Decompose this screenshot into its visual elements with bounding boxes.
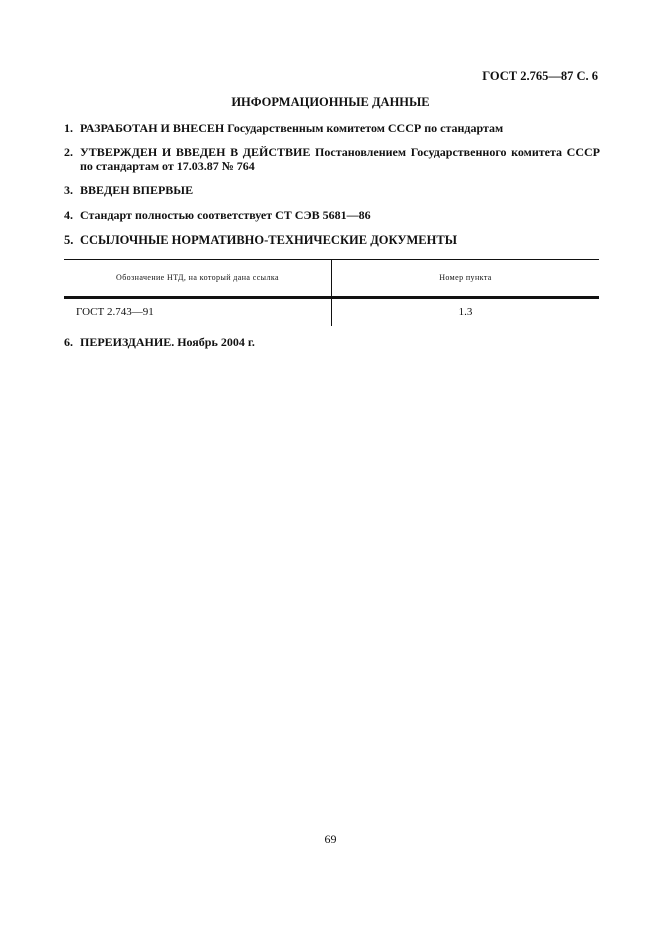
item-text: Государственным комитетом СССР по стандартам (224, 121, 504, 135)
reference-documents-table (64, 259, 599, 326)
item-number: 1. (64, 121, 73, 135)
item-number: 2. (64, 145, 73, 159)
info-item-5 (64, 233, 600, 247)
item-number: 3. (64, 183, 73, 197)
info-item-6 (64, 335, 600, 349)
table-cell-document: ГОСТ 2.743—91 (76, 306, 154, 318)
table-cell-clause: 1.3 (458, 306, 473, 318)
item-text: Ноябрь 2004 г. (174, 335, 255, 349)
page-number: 69 (324, 832, 337, 846)
info-item-2 (64, 145, 600, 173)
item-number: 6. (64, 335, 73, 349)
info-item-3 (64, 183, 600, 197)
item-number: 4. (64, 208, 73, 222)
item-lead: ПЕРЕИЗДАНИЕ. (80, 335, 175, 349)
item-number: 5. (64, 233, 74, 247)
item-lead: РАЗРАБОТАН И ВНЕСЕН (80, 121, 225, 135)
item-lead: УТВЕРЖДЕН И ВВЕДЕН В ДЕЙСТВИЕ (80, 145, 311, 159)
document-reference: ГОСТ 2.765—87 С. 6 (482, 69, 598, 83)
info-item-4 (64, 208, 600, 222)
table-header-document: Обозначение НТД, на который дана ссылка (116, 273, 279, 282)
item-lead: ССЫЛОЧНЫЕ НОРМАТИВНО-ТЕХНИЧЕСКИЕ ДОКУМЕНТЫ (80, 233, 457, 247)
item-lead: ВВЕДЕН ВПЕРВЫЕ (80, 183, 194, 197)
item-text: Постановлением Государственного комитета СССР по стандартам от 17.03.87 № 764 (80, 145, 600, 173)
info-item-1 (64, 121, 600, 135)
table-header-clause: Номер пункта (439, 273, 492, 282)
section-title: ИНФОРМАЦИОННЫЕ ДАННЫЕ (231, 95, 430, 109)
item-text: Стандарт полностью соответствует СТ СЭВ 5681—86 (80, 208, 371, 222)
